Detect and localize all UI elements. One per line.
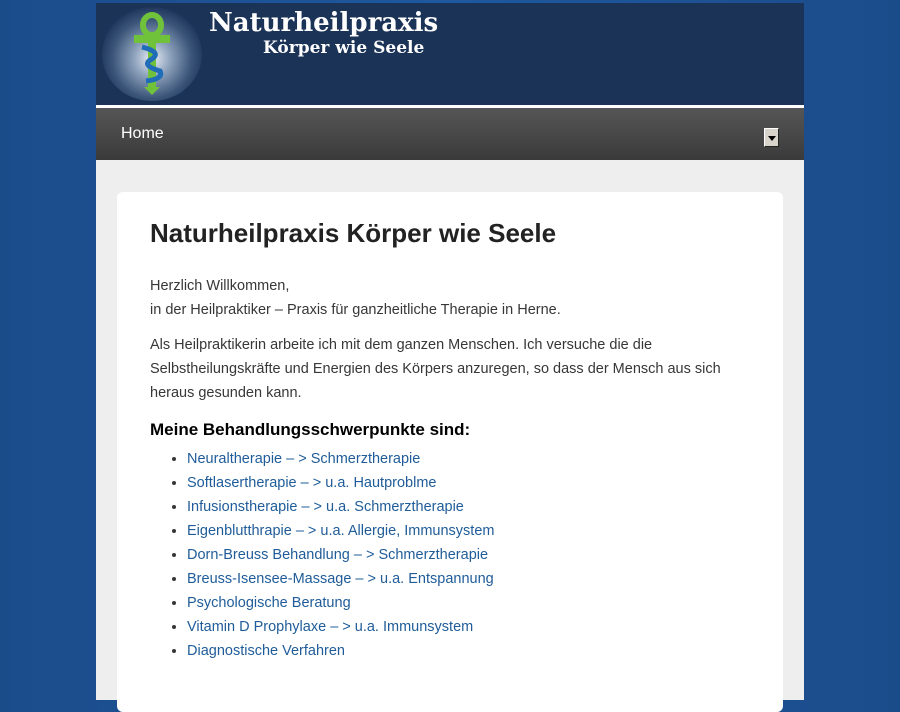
treatment-link[interactable]: Breuss-Isensee-Massage – > u.a. Entspannung [187, 571, 494, 587]
treatment-link[interactable]: Diagnostische Verfahren [187, 643, 345, 659]
page-title: Naturheilpraxis Körper wie Seele [150, 218, 557, 248]
greeting-line-2: in der Heilpraktiker – Praxis für ganzheitliche Therapie in Herne. [150, 302, 561, 318]
treatment-link[interactable]: Infusionstherapie – > u.a. Schmerztherapie [187, 499, 464, 515]
list-item [187, 447, 494, 471]
menu-dropdown-button[interactable] [764, 128, 779, 147]
treatment-link[interactable]: Neuraltherapie – > Schmerztherapie [187, 451, 421, 467]
site-header [96, 3, 804, 105]
greeting [150, 274, 760, 322]
list-item [187, 543, 494, 567]
site-subtitle: Körper wie Seele [263, 38, 425, 58]
list-item [187, 591, 494, 615]
list-item [187, 519, 494, 543]
section-heading: Meine Behandlungsschwerpunkte sind: [150, 420, 471, 439]
treatment-link[interactable]: Vitamin D Prophylaxe – > u.a. Immunsystem [187, 619, 474, 635]
list-item [187, 495, 494, 519]
list-item [187, 639, 494, 663]
intro-paragraph: Als Heilpraktikerin arbeite ich mit dem ganzen Menschen. Ich versuche die die Selbstheilungskräfte und Energien des Körpers anzuregen, so dass der Mensch aus sich heraus gesunden kann. [150, 337, 721, 401]
treatment-link[interactable]: Softlasertherapie – > u.a. Hautproblme [187, 475, 437, 491]
nav-home-link[interactable]: Home [121, 125, 164, 142]
treatment-link[interactable]: Dorn-Breuss Behandlung – > Schmerztherapie [187, 547, 489, 563]
list-item [187, 471, 494, 495]
page [96, 3, 804, 700]
content-card [117, 192, 783, 712]
treatment-list [150, 447, 494, 663]
caduceus-logo-icon[interactable] [102, 7, 202, 101]
treatment-link[interactable]: Psychologische Beratung [187, 595, 351, 611]
list-item [187, 615, 494, 639]
treatment-link[interactable]: Eigenblutthrapie – > u.a. Allergie, Immunsystem [187, 523, 495, 539]
site-title[interactable]: Naturheilpraxis [209, 8, 439, 38]
list-item [187, 567, 494, 591]
greeting-line-1: Herzlich Willkommen, [150, 278, 290, 294]
nav-bar [96, 108, 804, 160]
